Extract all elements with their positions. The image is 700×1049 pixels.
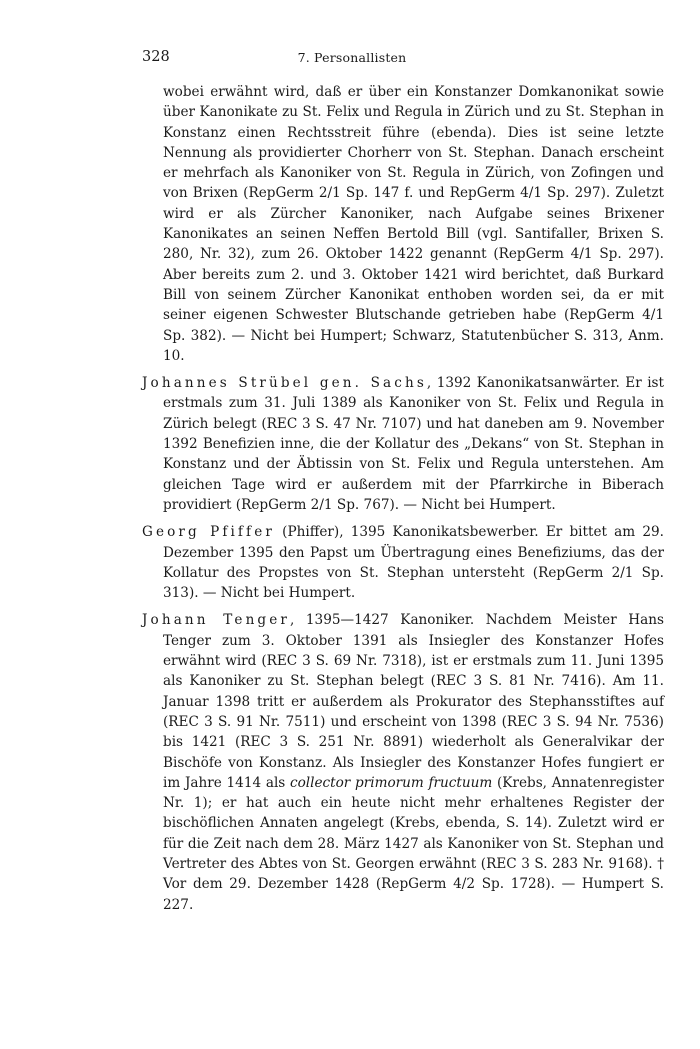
entry-text: (Phiffer), 1395 Kanonikatsbewerber. Er bittet am 29. Dezember 1395 den Papst um Übertragung eines Benefiziums, das der Kollatur des Propstes von St. Stephan untersteht (RepGerm 2/1 Sp. 313). — Nicht bei Humpert. bbox=[163, 524, 664, 602]
body-text bbox=[142, 82, 664, 922]
entry-johann-tenger bbox=[142, 610, 664, 914]
entry-text: , 1392 Kanonikatsanwärter. Er ist erstmals zum 31. Juli 1389 als Kanoniker von St. Felix und Regula in Zürich belegt (REC 3 S. 47 Nr. 7107) und hat daneben am 9. November 1392 Benefizien inne, die der Kollatur des „Dekans“ von St. Stephan in Konstanz und der Äbtissin von St. Felix und Regula unterstehen. Am gleichen Tage wird er außerdem mit der Pfarrkirche in Biberach providiert (RepGerm 2/1 Sp. 767). — Nicht bei Humpert. bbox=[163, 375, 664, 513]
running-head: 7. Personallisten bbox=[297, 50, 407, 65]
latin-term: collector primorum fructuum bbox=[290, 774, 493, 791]
page-number: 328 bbox=[142, 49, 170, 65]
entry-name: Johannes Strübel gen. Sachs bbox=[142, 375, 427, 392]
entry-name: Johann Tenger bbox=[142, 612, 290, 629]
entry-johannes-struebel bbox=[142, 373, 664, 515]
entry-text-continued: (Krebs, Annatenregister Nr. 1); er hat auch ein heute nicht mehr erhaltenes Register der bischöflichen Annaten angelegt (Krebs, ebenda, S. 14). Zuletzt wird er für die Zeit nach dem 28. März 1427 als Kanoniker von St. Stephan und Vertreter des Abtes von St. Georgen erwähnt (REC 3 S. 283 Nr. 9168). † Vor dem 29. Dezember 1428 (RepGerm 4/2 Sp. 1728). — Humpert S. 227. bbox=[163, 774, 664, 913]
continuation-paragraph: wobei erwähnt wird, daß er über ein Konstanzer Domkanonikat sowie über Kanonikate zu St. Felix und Regula in Zürich und zu St. Stephan in Konstanz einen Rechtsstreit führe (ebenda). Dies ist seine letzte Nennung als providierter Chorherr von St. Stephan. Danach erscheint er mehrfach als Kanoniker von St. Regula in Zürich, von Zofingen und von Brixen (RepGerm 2/1 Sp. 147 f. und RepGerm 4/1 Sp. 297). Zuletzt wird er als Zürcher Kanoniker, nach Aufgabe seines Brixener Kanonikates an seinen Neffen Bertold Bill (vgl. Santifaller, Brixen S. 280, Nr. 32), zum 26. Oktober 1422 genannt (RepGerm 4/1 Sp. 297). Aber bereits zum 2. und 3. Oktober 1421 wird berichtet, daß Burkard Bill von seinem Zürcher Kanonikat enthoben worden sei, da er mit seiner eigenen Schwester Blutschande getrieben habe (RepGerm 4/1 Sp. 382). — Nicht bei Humpert; Schwarz, Statutenbücher S. 313, Anm. 10. bbox=[163, 84, 664, 364]
entry-georg-pfiffer bbox=[142, 522, 664, 603]
entry-name: Georg Pfiffer bbox=[142, 524, 275, 541]
entry-text: , 1395—1427 Kanoniker. Nachdem Meister Hans Tenger zum 3. Oktober 1391 als Insiegler des Konstanzer Hofes erwähnt wird (REC 3 S. 69 Nr. 7318), ist er erstmals zum 11. Juni 1395 als Kanoniker zu St. Stephan belegt (REC 3 S. 81 Nr. 7416). Am 11. Januar 1398 tritt er außerdem als Prokurator des Stephansstiftes auf (REC 3 S. 91 Nr. 7511) und erscheint von 1398 (REC 3 S. 94 Nr. 7536) bis 1421 (REC 3 S. 251 Nr. 8891) wiederholt als Generalvikar der Bischöfe von Konstanz. Als Insiegler des Konstanzer Hofes fungiert er im Jahre 1414 als bbox=[163, 612, 664, 791]
page-header bbox=[142, 49, 562, 73]
